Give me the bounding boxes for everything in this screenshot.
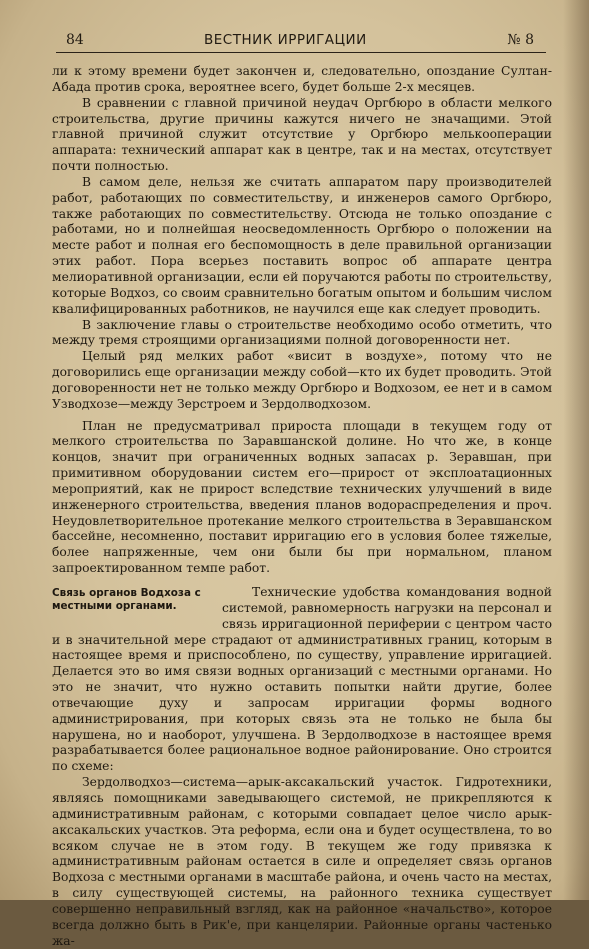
paragraph: В сравнении с главной причиной неудач Оргбюро в области мелкого строительства, другие причины кажутся ничего не значащими. Этой главной причиной служит отсутствие у Оргбюро мелькооперации аппарата: технический аппарат как в центре, так и на местах, отсутствует почти полностью. bbox=[52, 95, 552, 174]
paragraph: В самом деле, нельзя же считать аппаратом пару производителей работ, работающих по совместительству, и инженеров самого Оргбюро, также работающих по совместительству. Отсюда не только опоздание с работами, но и полнейшая неосведомленность Оргбюро о положении на месте работ и полная его беспомощность в деле правильной организации этих работ. Пора всерьез поставить вопрос об аппарате центра мелиоративной организации, если ей поручаются работы по строительству, которые Водхоз, со своим сравнительно богатым опытом и большим числом квалифицированных работников, не научился еще как следует проводить. bbox=[52, 174, 552, 316]
side-heading: Связь органов Водхоза с местными органами. bbox=[52, 587, 201, 612]
issue-number: № 8 bbox=[507, 32, 534, 48]
paragraph: Технические удобства командования водной системой, равномерность нагрузки на персонал и связь ирригационной периферии с центром часто и в значительной мере страдают от административных границ, которым в настоящее время и приспособлено, по существу, управление ирригацией. Делается это во имя связи водных организаций с местными органами. Но это не значит, что нужно оставить попытки найти другие, более отвечающие духу и запросам ирригации формы водного администрирования, при которых связь эта не только не была бы нарушена, но и наоборот, улучшена. В Зердолводхозе в настоящее время разрабатывается более рациональное водное районирование. Оно строится по схеме: bbox=[52, 585, 552, 774]
journal-title: ВЕСТНИК ИРРИГАЦИИ bbox=[204, 32, 367, 48]
page-header bbox=[56, 30, 546, 53]
paragraph: Зердолводхоз—система—арык-аксакальский участок. Гидротехники, являясь помощниками заведывающего системой, не прикрепляются к административным районам, с которыми совпадает целое число арык-аксакальских участков. Эта реформа, если она и будет осуществлена, то во всяком случае не в этом году. В текущем же году привязка к административным районам остается в силе и определяет связь органов Водхоза с местными органами в масштабе района, и очень часто на местах, в силу существующей системы, на районного техника существует совершенно неправильный взгляд, как на районное «начальство», которое всегда должно быть в Рик'е, при канцелярии. Районные органы частенько жа- bbox=[52, 775, 552, 948]
paragraph: В заключение главы о строительстве необходимо особо отметить, что между тремя строящими организациями полной договоренности нет. bbox=[52, 317, 552, 348]
section-local-organs bbox=[52, 585, 552, 949]
paragraph: ли к этому времени будет закончен и, следовательно, опоздание Султан-Абада против срока, вероятнее всего, будет больше 2-х месяцев. bbox=[52, 64, 552, 94]
paragraph: Целый ряд мелких работ «висит в воздухе», потому что не договорились еще организации между собой—кто их будет проводить. Этой договоренности нет не только между Оргбюро и Водхозом, ее нет и в самом Узводхозе—между Зерстроем и Зердолводхозом. bbox=[52, 349, 553, 411]
paragraph: План не предусматривал прироста площади в текущем году от мелкого строительства по Заравшанской долине. Но что же, в конце концов, значит при ограниченных водных запасах р. Зеравшан, при примитивном оборудовании систем его—прирост от эксплоатационных мероприятий, как не прирост вследствие технических улучшений в виде инженерного строительства, введения планов водораспределения и проч. Неудовлетворительное протекание мелкого строительства в Зеравшанском бассейне, несомненно, поставит ирригацию его в условия более тяжелые, более напряженные, чем они были бы при нормальном, планом запроектированном темпе работ. bbox=[52, 418, 552, 576]
main-text bbox=[52, 64, 552, 949]
page-number: 84 bbox=[66, 32, 84, 48]
